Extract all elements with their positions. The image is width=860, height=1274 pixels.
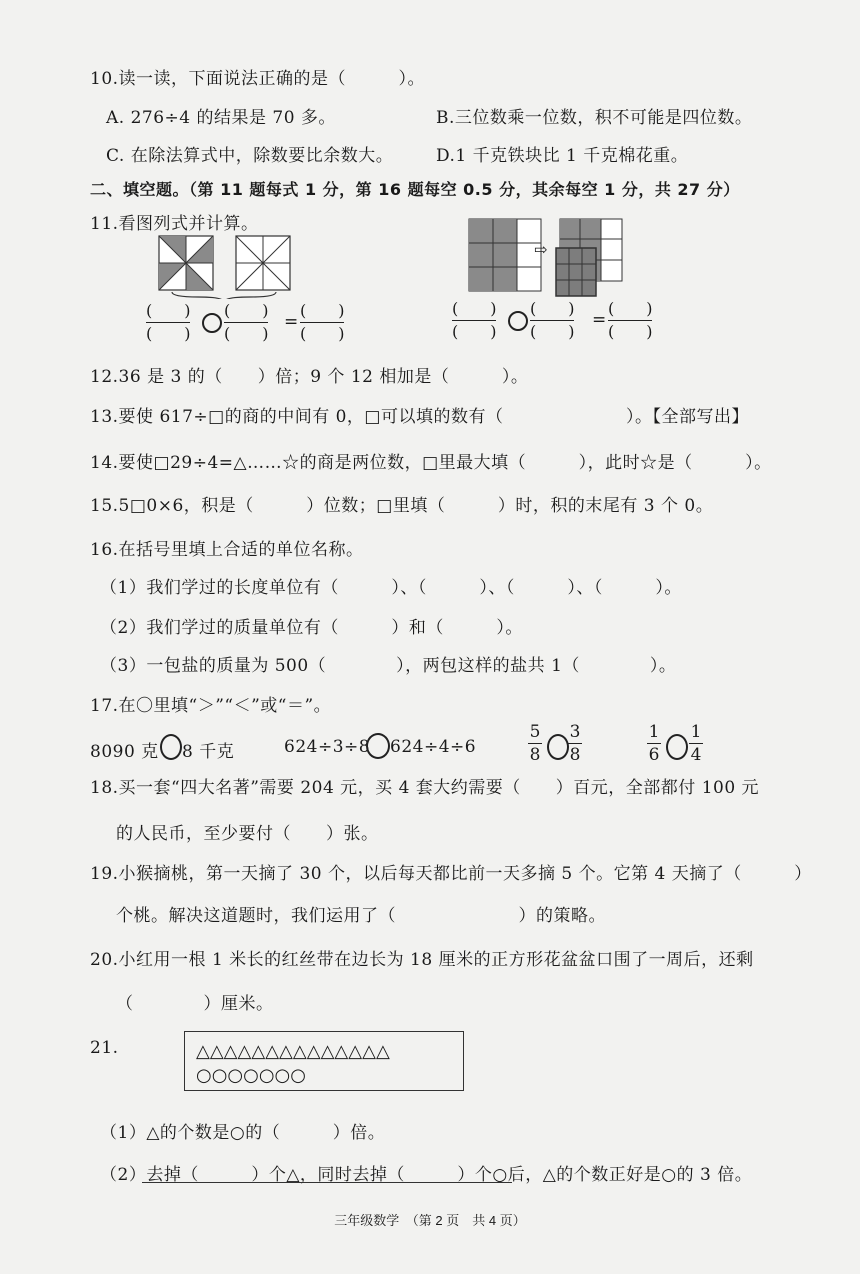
q17-c-frac-left: 5 8 [529, 722, 541, 765]
q10-option-b: B.三位数乘一位数，积不可能是四位数。 [436, 108, 753, 128]
q11-left-equals: = [284, 312, 299, 332]
q11-right-equals: = [592, 310, 607, 330]
q10-stem: 10.读一读，下面说法正确的是（ ）。 [90, 69, 426, 89]
q17-b-compare-circle[interactable] [366, 733, 390, 759]
q17-c-compare-circle[interactable] [547, 734, 569, 760]
q17-stem: 17.在〇里填“＞”“＜”或“＝”。 [90, 696, 332, 716]
q17-a-compare-circle[interactable] [160, 734, 182, 760]
q11-right-frac-1: ( ) ( ) [452, 299, 497, 341]
q17-a-left: 8090 克 [90, 742, 159, 762]
q10-option-a: A. 276÷4 的结果是 70 多。 [106, 108, 336, 128]
q15: 15.5□0×6，积是（ ）位数；□里填（ ）时，积的末尾有 3 个 0。 [90, 496, 714, 516]
q11-left-frac-1: ( ) ( ) [146, 301, 191, 343]
q11-left-frac-3: ( ) ( ) [300, 301, 345, 343]
q21-circles: ○○○○○○○ [196, 1065, 306, 1086]
q17-d-frac-left: 1 6 [648, 722, 660, 765]
page-footer: 三年级数学 （第 2 页 共 4 页） [334, 1213, 526, 1228]
q11-right-operator-circle[interactable] [508, 311, 528, 331]
q17-d-compare-circle[interactable] [666, 734, 688, 760]
q16-stem: 16.在括号里填上合适的单位名称。 [90, 540, 364, 560]
q16-sub3: （3）一包盐的质量为 500（ ），两包这样的盐共 1（ ）。 [100, 656, 677, 676]
q11-left-frac-2: ( ) ( ) [224, 301, 269, 343]
q21-sub2: （2）去掉（ ）个△，同时去掉（ ）个○后，△的个数正好是○的 3 倍。 [100, 1165, 753, 1185]
q16-sub2: （2）我们学过的质量单位有（ ）和（ ）。 [100, 618, 523, 638]
q10-option-d: D.1 千克铁块比 1 千克棉花重。 [436, 146, 689, 166]
q10-option-c: C. 在除法算式中，除数要比余数大。 [106, 146, 394, 166]
q21-number: 21. [90, 1038, 119, 1058]
q13: 13.要使 617÷□的商的中间有 0，□可以填的数有（ ）。【全部写出】 [90, 407, 749, 427]
q14: 14.要使□29÷4=△……☆的商是两位数，□里最大填（ ），此时☆是（ ）。 [90, 453, 772, 473]
q11-fraction-figure-left [158, 235, 294, 299]
q16-sub1: （1）我们学过的长度单位有（ ）、（ ）、（ ）、（ ）。 [100, 578, 682, 598]
q18-line1: 18.买一套“四大名著”需要 204 元，买 4 套大约需要（ ）百元，全部都付 100 元 [90, 778, 760, 798]
q21-sub1: （1）△的个数是○的（ ）倍。 [100, 1123, 386, 1143]
q17-a-right: 8 千克 [182, 742, 235, 762]
q11-right-frac-2: ( ) ( ) [530, 299, 575, 341]
q17-b-left: 624÷3÷8 [284, 737, 371, 757]
q20-line2: （ ）厘米。 [116, 994, 274, 1014]
q19-line2: 个桃。解决这道题时，我们运用了（ ）的策略。 [116, 906, 606, 926]
q11-arrow-icon: ⇨ [534, 240, 548, 259]
q11-right-frac-3: ( ) ( ) [608, 299, 653, 341]
q11-fraction-figure-right [468, 218, 628, 300]
q20-line1: 20.小红用一根 1 米长的红丝带在边长为 18 厘米的正方形花盆盆口围了一周后，还剩 [90, 950, 754, 970]
q17-d-frac-right: 1 4 [690, 722, 702, 765]
q19-line1: 19.小猴摘桃，第一天摘了 30 个，以后每天都比前一天多摘 5 个。它第 4 天摘了（ ） [90, 864, 812, 884]
q18-line2: 的人民币，至少要付（ ）张。 [116, 824, 379, 844]
q21-sub2-underline [142, 1182, 512, 1183]
q17-b-right: 624÷4÷6 [390, 737, 477, 757]
section-heading: 二、填空题。（第 11 题每式 1 分，第 16 题每空 0.5 分，其余每空 1 分，共 27 分） [90, 180, 740, 199]
q12: 12.36 是 3 的（ ）倍；9 个 12 相加是（ ）。 [90, 367, 529, 387]
q11-left-operator-circle[interactable] [202, 313, 222, 333]
q11-stem: 11.看图列式并计算。 [90, 214, 259, 234]
q21-triangles: △△△△△△△△△△△△△△ [196, 1041, 390, 1062]
q17-c-frac-right: 3 8 [569, 722, 581, 765]
